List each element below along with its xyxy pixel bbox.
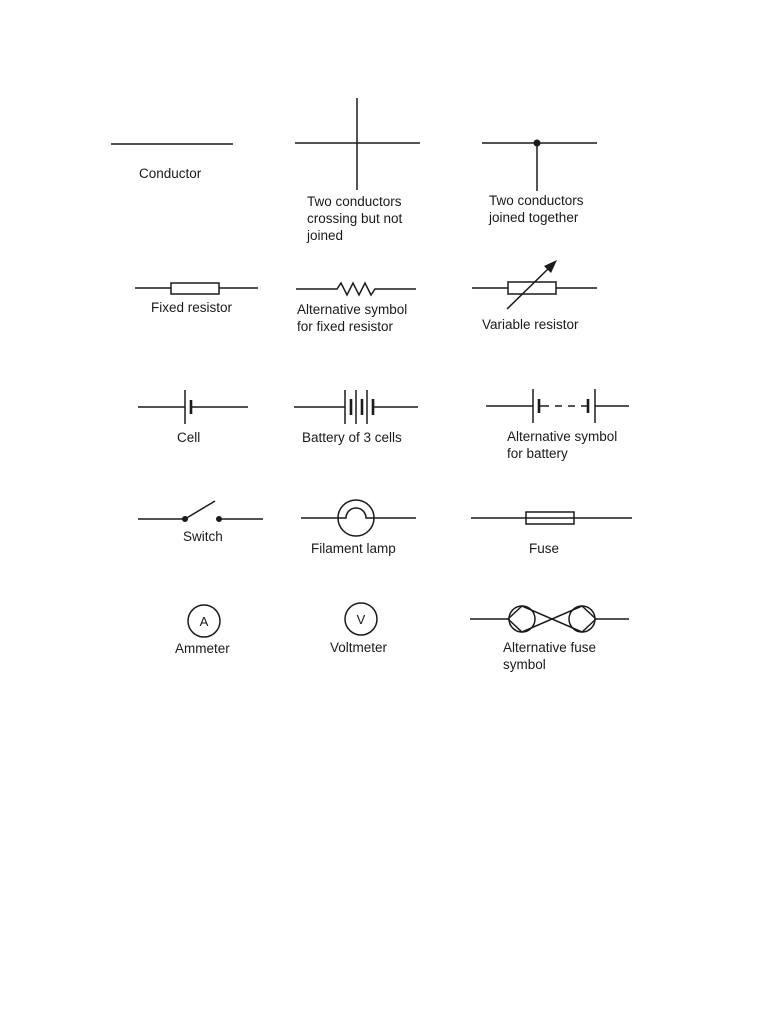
- alt-fuse-symbol: [470, 606, 629, 632]
- variable-resistor-label: [482, 316, 579, 333]
- fuse-symbol: [471, 512, 632, 524]
- crossing-conductors-label: [307, 193, 402, 244]
- filament-lamp-label-line1: Filament lamp: [311, 541, 396, 556]
- alt-fixed-resistor-symbol: [296, 283, 416, 295]
- cell-label: [177, 429, 200, 446]
- alt-fuse-label-line2: symbol: [503, 657, 546, 672]
- alt-resistor-label-line2: for fixed resistor: [297, 319, 394, 334]
- battery-label-line1: Battery of 3 cells: [302, 430, 402, 445]
- filament-lamp-symbol: [301, 500, 416, 536]
- crossing-label-line3: joined: [307, 228, 344, 243]
- voltmeter-label: [330, 639, 387, 656]
- ammeter-glyph: A: [199, 614, 209, 629]
- variable-resistor-symbol: [472, 260, 597, 309]
- voltmeter-symbol: [345, 603, 377, 635]
- cell-symbol: [138, 390, 248, 424]
- ammeter-symbol: [188, 605, 220, 637]
- alt-fuse-label: [503, 639, 596, 673]
- switch-label-line1: Switch: [183, 529, 223, 544]
- alt-resistor-label-line1: Alternative symbol: [297, 302, 408, 317]
- filament-lamp-label: [311, 540, 396, 557]
- joined-conductors-label: [489, 192, 584, 226]
- ammeter-label: [175, 640, 230, 657]
- joined-conductors-symbol: [482, 140, 597, 192]
- fuse-label-line1: Fuse: [529, 541, 560, 556]
- fuse-label: [529, 540, 559, 557]
- voltmeter-glyph: V: [356, 612, 366, 627]
- ammeter-label-line1: Ammeter: [175, 641, 230, 656]
- variable-resistor-label-line1: Variable resistor: [482, 317, 579, 332]
- crossing-label-line1: Two conductors: [307, 194, 402, 209]
- alt-fixed-resistor-label: [297, 301, 407, 335]
- conductor-label: [139, 165, 201, 182]
- conductor-label-line1: Conductor: [139, 166, 202, 181]
- fixed-resistor-symbol: [135, 283, 258, 294]
- alt-battery-label: [507, 428, 617, 462]
- crossing-conductors-symbol: [295, 98, 420, 190]
- cell-label-line1: Cell: [177, 430, 201, 445]
- fixed-resistor-label: [151, 299, 232, 316]
- switch-symbol: [138, 501, 263, 522]
- alt-battery-symbol: [486, 389, 629, 423]
- joined-label-line2: joined together: [489, 210, 579, 225]
- battery-symbol: [294, 390, 418, 424]
- alt-fuse-label-line1: Alternative fuse: [503, 640, 597, 655]
- joined-label-line1: Two conductors: [489, 193, 584, 208]
- switch-label: [183, 528, 223, 545]
- battery-label: [302, 429, 402, 446]
- alt-battery-label-line1: Alternative symbol: [507, 429, 618, 444]
- voltmeter-label-line1: Voltmeter: [330, 640, 388, 655]
- alt-battery-label-line2: for battery: [507, 446, 568, 461]
- crossing-label-line2: crossing but not: [307, 211, 403, 226]
- fixed-resistor-label-line1: Fixed resistor: [151, 300, 233, 315]
